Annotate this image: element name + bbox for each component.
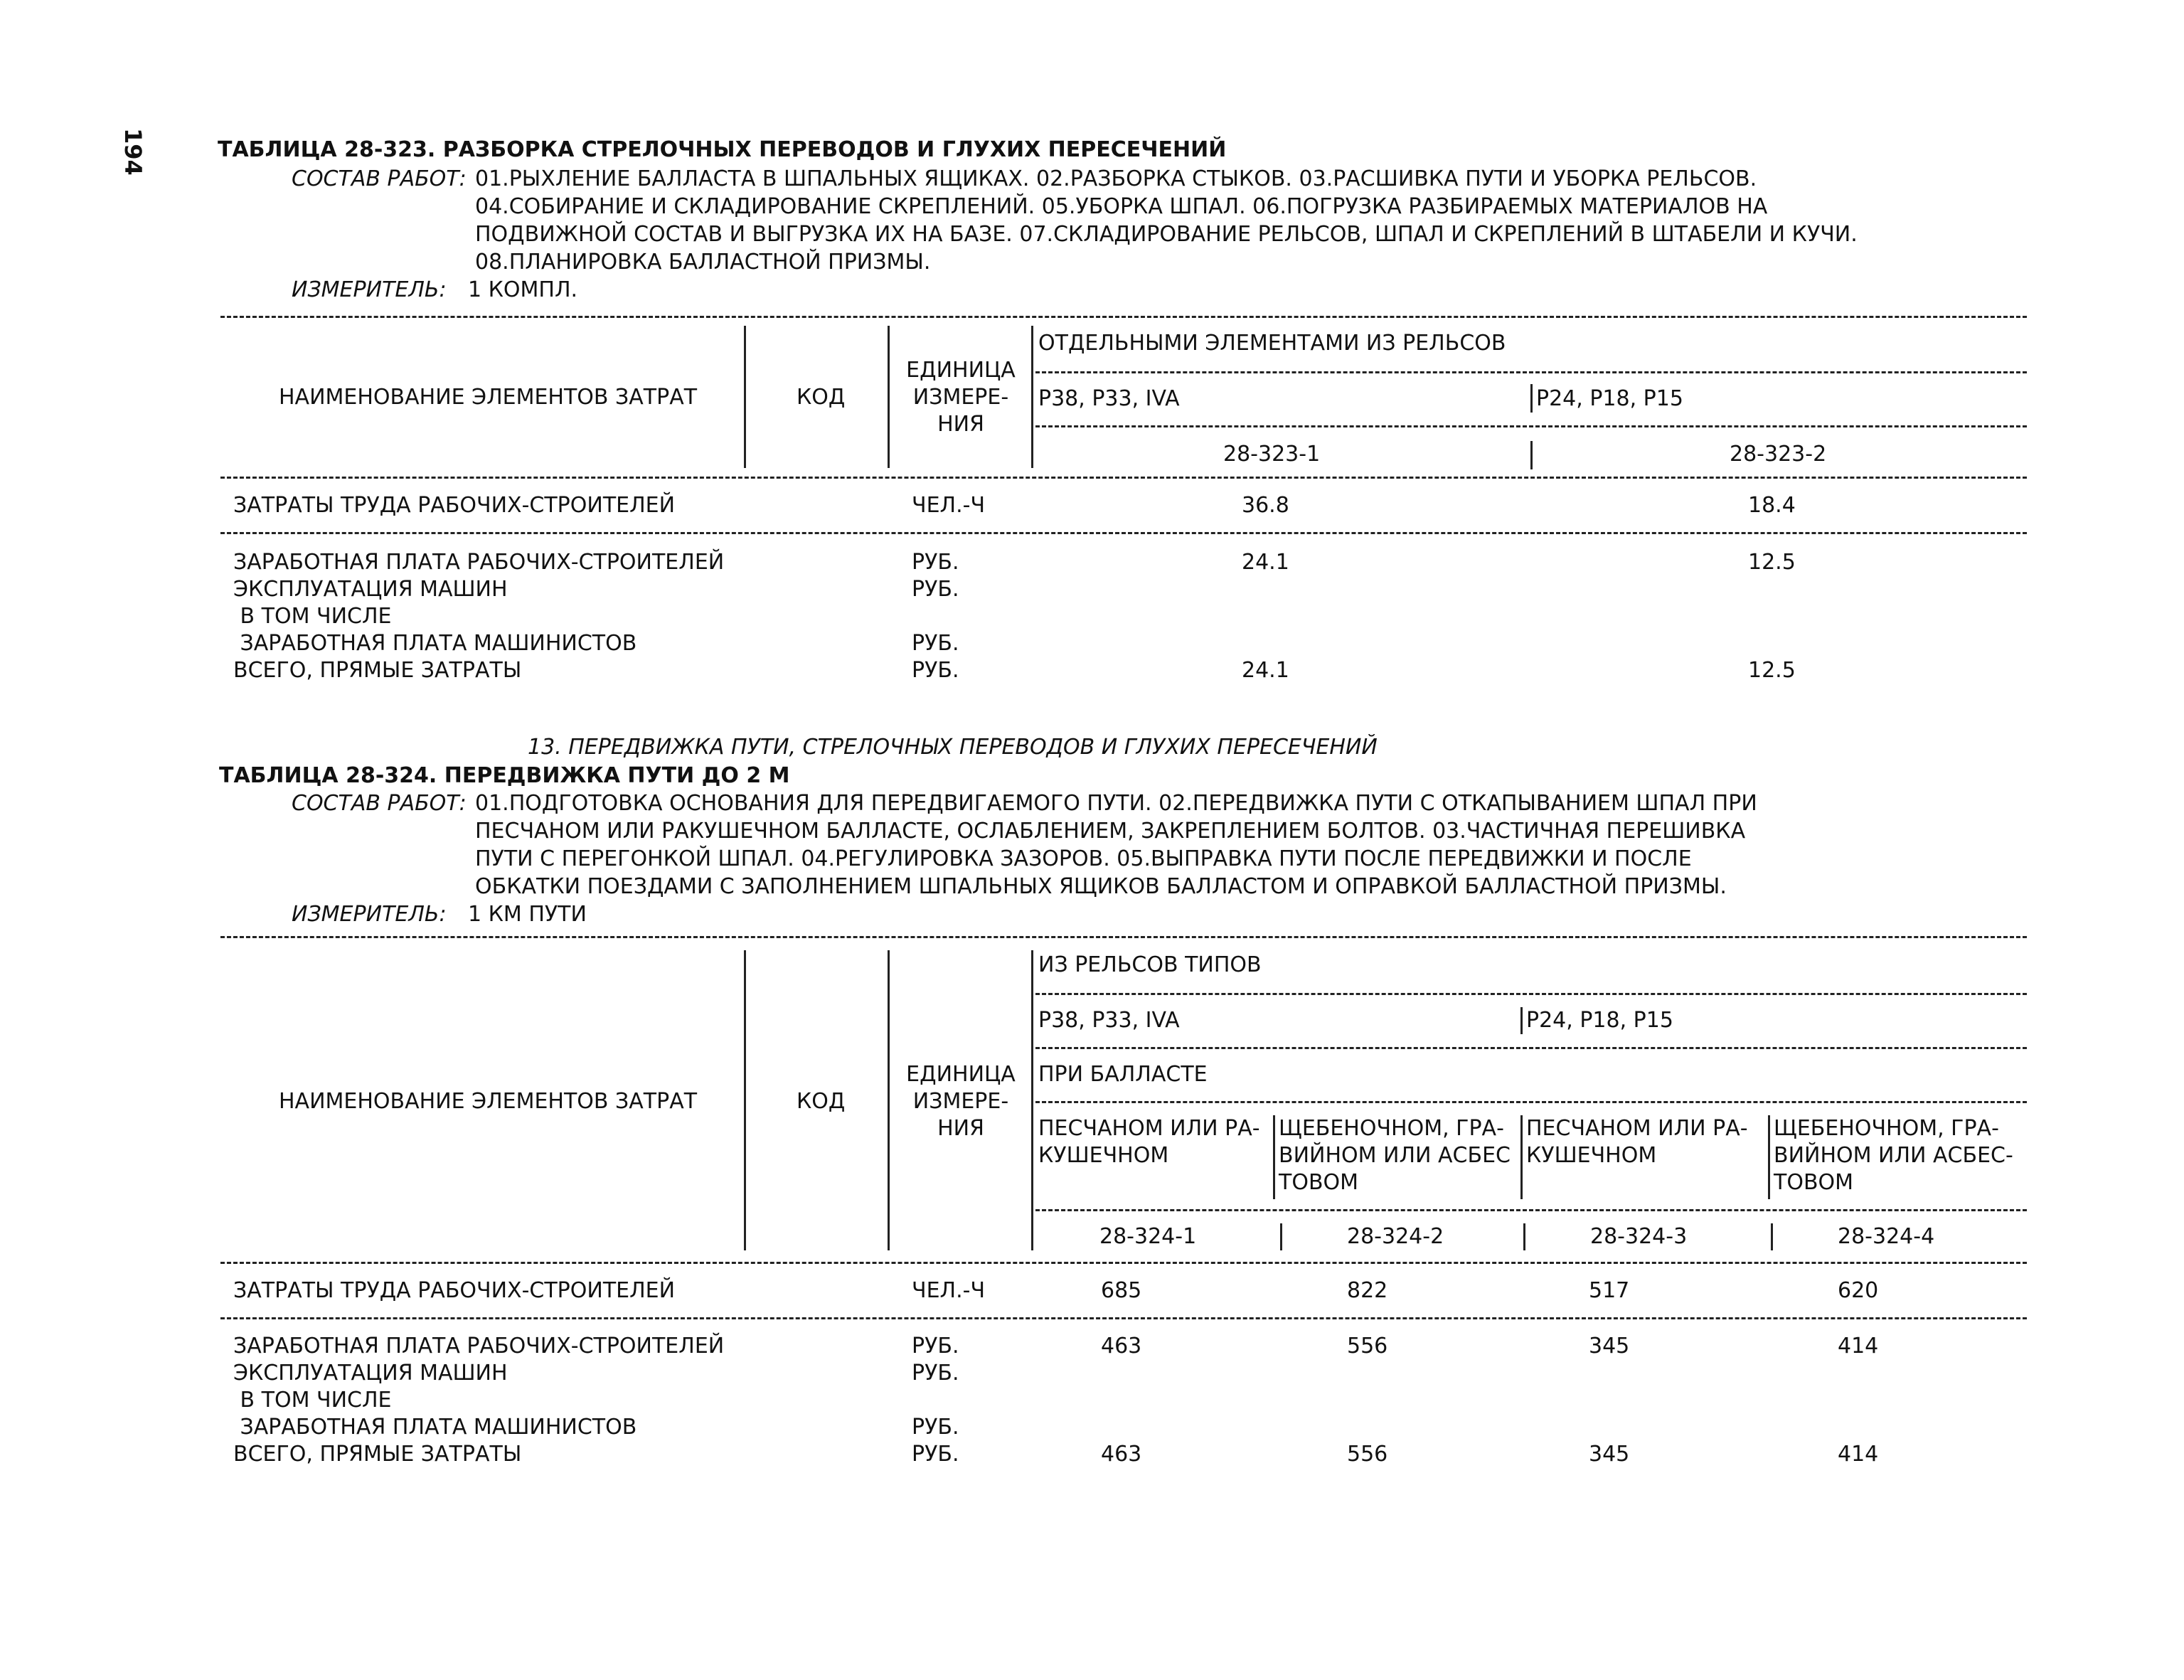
column-divider bbox=[1280, 1223, 1282, 1250]
row-value: 517 bbox=[1589, 1278, 1630, 1303]
table-rule bbox=[220, 1262, 2027, 1264]
column-divider bbox=[744, 326, 746, 468]
table-rule bbox=[220, 936, 2027, 938]
work-line: ОБКАТКИ ПОЕЗДАМИ С ЗАПОЛНЕНИЕМ ШПАЛЬНЫХ ЯЩИКОВ БАЛЛАСТОМ И ОПРАВКОЙ БАЛЛАСТНОЙ ПРИЗМЫ. bbox=[475, 874, 1727, 899]
header-rail-types-1: Р38, Р33, IVA bbox=[1038, 1008, 1180, 1033]
work-line: ПУТИ С ПЕРЕГОНКОЙ ШПАЛ. 04.РЕГУЛИРОВКА ЗАЗОРОВ. 05.ВЫПРАВКА ПУТИ ПОСЛЕ ПЕРЕДВИЖКИ И ПОСЛЕ bbox=[475, 846, 1692, 871]
header-group: ИЗ РЕЛЬСОВ ТИПОВ bbox=[1038, 952, 1262, 977]
meter-label: ИЗМЕРИТЕЛЬ: bbox=[292, 277, 447, 302]
header-unit: ЕДИНИЦА bbox=[906, 358, 1016, 383]
column-divider bbox=[888, 326, 890, 468]
header-ballast-type: КУШЕЧНОМ bbox=[1038, 1143, 1169, 1168]
table-28-323-title: ТАБЛИЦА 28-323. РАЗБОРКА СТРЕЛОЧНЫХ ПЕРЕВОДОВ И ГЛУХИХ ПЕРЕСЕЧЕНИЙ bbox=[218, 137, 1227, 162]
header-code-3: 28-324-3 bbox=[1590, 1224, 1688, 1249]
section-heading: 13. ПЕРЕДВИЖКА ПУТИ, СТРЕЛОЧНЫХ ПЕРЕВОДОВ И ГЛУХИХ ПЕРЕСЕЧЕНИЙ bbox=[528, 735, 1378, 760]
table-rule bbox=[1035, 1047, 2027, 1049]
row-name: ЗАРАБОТНАЯ ПЛАТА МАШИНИСТОВ bbox=[233, 631, 637, 656]
column-divider bbox=[744, 950, 746, 1250]
column-divider bbox=[1520, 1007, 1523, 1034]
row-value: 24.1 bbox=[1242, 658, 1289, 683]
row-name: ВСЕГО, ПРЯМЫЕ ЗАТРАТЫ bbox=[233, 1442, 522, 1467]
header-ballast-type: ПЕСЧАНОМ ИЛИ РА- bbox=[1038, 1116, 1260, 1141]
header-unit: ИЗМЕРЕ- bbox=[912, 385, 1009, 410]
table-rule bbox=[1035, 425, 2027, 427]
column-divider bbox=[1771, 1223, 1773, 1250]
row-name: В ТОМ ЧИСЛЕ bbox=[233, 1388, 392, 1413]
row-value: 685 bbox=[1101, 1278, 1142, 1303]
column-divider bbox=[1530, 384, 1533, 413]
row-value: 345 bbox=[1589, 1334, 1630, 1359]
table-rule bbox=[1035, 1209, 2027, 1211]
row-unit: ЧЕЛ.-Ч bbox=[912, 1278, 986, 1303]
header-ballast-type: ВИЙНОМ ИЛИ АСБЕС- bbox=[1774, 1143, 2013, 1168]
header-code-4: 28-324-4 bbox=[1838, 1224, 1935, 1249]
row-unit: РУБ. bbox=[912, 1415, 959, 1440]
row-unit: ЧЕЛ.-Ч bbox=[912, 493, 986, 518]
row-unit: РУБ. bbox=[912, 1361, 959, 1386]
work-label: СОСТАВ РАБОТ: bbox=[292, 166, 467, 191]
header-code-2: 28-323-2 bbox=[1730, 442, 1827, 467]
row-unit: РУБ. bbox=[912, 631, 959, 656]
column-divider bbox=[1031, 326, 1033, 468]
header-code: КОД bbox=[797, 1089, 846, 1114]
header-ballast-type: ВИЙНОМ ИЛИ АСБЕС bbox=[1279, 1143, 1511, 1168]
header-unit: НИЯ bbox=[937, 412, 984, 437]
header-ballast-type: ЩЕБЕНОЧНОМ, ГРА- bbox=[1774, 1116, 1999, 1141]
column-divider bbox=[888, 950, 890, 1250]
row-value: 556 bbox=[1347, 1334, 1388, 1359]
header-rail-types-2: Р24, Р18, Р15 bbox=[1526, 1008, 1673, 1033]
header-rail-types-2: Р24, Р18, Р15 bbox=[1536, 386, 1683, 411]
row-unit: РУБ. bbox=[912, 550, 959, 575]
row-value: 463 bbox=[1101, 1334, 1142, 1359]
work-line: ПЕСЧАНОМ ИЛИ РАКУШЕЧНОМ БАЛЛАСТЕ, ОСЛАБЛЕНИЕМ, ЗАКРЕПЛЕНИЕМ БОЛТОВ. 03.ЧАСТИЧНАЯ ПЕРЕШИВКА bbox=[475, 819, 1746, 844]
work-line: 01.ПОДГОТОВКА ОСНОВАНИЯ ДЛЯ ПЕРЕДВИГАЕМОГО ПУТИ. 02.ПЕРЕДВИЖКА ПУТИ С ОТКАПЫВАНИЕМ ШПАЛ ПРИ bbox=[475, 791, 1757, 816]
header-ballast-type: ПЕСЧАНОМ ИЛИ РА- bbox=[1526, 1116, 1748, 1141]
header-ballast: ПРИ БАЛЛАСТЕ bbox=[1038, 1062, 1208, 1087]
column-divider bbox=[1031, 950, 1033, 1250]
row-unit: РУБ. bbox=[912, 1334, 959, 1359]
header-ballast-type: ЩЕБЕНОЧНОМ, ГРА- bbox=[1279, 1116, 1504, 1141]
table-rule bbox=[1035, 993, 2027, 995]
table-rule bbox=[220, 532, 2027, 534]
header-code-1: 28-324-1 bbox=[1099, 1224, 1197, 1249]
row-value: 556 bbox=[1347, 1442, 1388, 1467]
row-name: ЭКСПЛУАТАЦИЯ МАШИН bbox=[233, 1361, 508, 1386]
row-unit: РУБ. bbox=[912, 658, 959, 683]
row-name: ЗАТРАТЫ ТРУДА РАБОЧИХ-СТРОИТЕЛЕЙ bbox=[233, 1278, 676, 1303]
column-divider bbox=[1273, 1115, 1275, 1199]
header-name: НАИМЕНОВАНИЕ ЭЛЕМЕНТОВ ЗАТРАТ bbox=[279, 1089, 698, 1114]
row-name: ЗАТРАТЫ ТРУДА РАБОЧИХ-СТРОИТЕЛЕЙ bbox=[233, 493, 676, 518]
header-code-1: 28-323-1 bbox=[1223, 442, 1321, 467]
column-divider bbox=[1520, 1115, 1523, 1199]
row-name: ЗАРАБОТНАЯ ПЛАТА РАБОЧИХ-СТРОИТЕЛЕЙ bbox=[233, 550, 725, 575]
header-rail-types-1: Р38, Р33, IVA bbox=[1038, 386, 1180, 411]
header-ballast-type: ТОВОМ bbox=[1279, 1170, 1359, 1195]
work-line: 01.РЫХЛЕНИЕ БАЛЛАСТА В ШПАЛЬНЫХ ЯЩИКАХ. 02.РАЗБОРКА СТЫКОВ. 03.РАСШИВКА ПУТИ И УБОРКА РЕЛЬСОВ. bbox=[475, 166, 1757, 191]
header-unit: ЕДИНИЦА bbox=[906, 1062, 1016, 1087]
column-divider bbox=[1768, 1115, 1770, 1199]
row-value: 36.8 bbox=[1242, 493, 1289, 518]
header-code: КОД bbox=[797, 385, 846, 410]
row-name: В ТОМ ЧИСЛЕ bbox=[233, 604, 392, 629]
row-value: 414 bbox=[1838, 1334, 1879, 1359]
header-ballast-type: КУШЕЧНОМ bbox=[1526, 1143, 1657, 1168]
table-rule bbox=[1035, 371, 2027, 373]
row-value: 414 bbox=[1838, 1442, 1879, 1467]
column-divider bbox=[1530, 441, 1533, 469]
header-ballast-type: ТОВОМ bbox=[1774, 1170, 1854, 1195]
table-rule bbox=[1035, 1101, 2027, 1103]
table-rule bbox=[220, 316, 2027, 318]
row-value: 620 bbox=[1838, 1278, 1879, 1303]
row-value: 18.4 bbox=[1748, 493, 1796, 518]
row-unit: РУБ. bbox=[912, 577, 959, 602]
row-value: 822 bbox=[1347, 1278, 1388, 1303]
meter-value: 1 КОМПЛ. bbox=[468, 277, 578, 302]
row-name: ВСЕГО, ПРЯМЫЕ ЗАТРАТЫ bbox=[233, 658, 522, 683]
header-group: ОТДЕЛЬНЫМИ ЭЛЕМЕНТАМИ ИЗ РЕЛЬСОВ bbox=[1038, 331, 1506, 356]
header-unit: ИЗМЕРЕ- bbox=[912, 1089, 1009, 1114]
page-number: 194 bbox=[119, 128, 147, 176]
row-value: 345 bbox=[1589, 1442, 1630, 1467]
header-name: НАИМЕНОВАНИЕ ЭЛЕМЕНТОВ ЗАТРАТ bbox=[279, 385, 698, 410]
table-rule bbox=[220, 1317, 2027, 1319]
work-label: СОСТАВ РАБОТ: bbox=[292, 791, 467, 816]
row-value: 24.1 bbox=[1242, 550, 1289, 575]
row-unit: РУБ. bbox=[912, 1442, 959, 1467]
column-divider bbox=[1523, 1223, 1525, 1250]
meter-label: ИЗМЕРИТЕЛЬ: bbox=[292, 902, 447, 927]
header-unit: НИЯ bbox=[937, 1116, 984, 1141]
row-name: ЗАРАБОТНАЯ ПЛАТА РАБОЧИХ-СТРОИТЕЛЕЙ bbox=[233, 1334, 725, 1359]
row-name: ЗАРАБОТНАЯ ПЛАТА МАШИНИСТОВ bbox=[233, 1415, 637, 1440]
row-value: 12.5 bbox=[1748, 658, 1796, 683]
row-name: ЭКСПЛУАТАЦИЯ МАШИН bbox=[233, 577, 508, 602]
row-value: 463 bbox=[1101, 1442, 1142, 1467]
work-line: 04.СОБИРАНИЕ И СКЛАДИРОВАНИЕ СКРЕПЛЕНИЙ. 05.УБОРКА ШПАЛ. 06.ПОГРУЗКА РАЗБИРАЕМЫХ МАТЕРИАЛОВ НА bbox=[475, 194, 1768, 219]
row-value: 12.5 bbox=[1748, 550, 1796, 575]
work-line: ПОДВИЖНОЙ СОСТАВ И ВЫГРУЗКА ИХ НА БАЗЕ. 07.СКЛАДИРОВАНИЕ РЕЛЬСОВ, ШПАЛ И СКРЕПЛЕНИЙ В ШТАБЕЛИ И КУЧИ. bbox=[475, 222, 1858, 247]
meter-value: 1 КМ ПУТИ bbox=[468, 902, 587, 927]
work-line: 08.ПЛАНИРОВКА БАЛЛАСТНОЙ ПРИЗМЫ. bbox=[475, 250, 931, 275]
table-28-324-title: ТАБЛИЦА 28-324. ПЕРЕДВИЖКА ПУТИ ДО 2 М bbox=[219, 763, 790, 788]
table-rule bbox=[220, 477, 2027, 479]
header-code-2: 28-324-2 bbox=[1347, 1224, 1444, 1249]
